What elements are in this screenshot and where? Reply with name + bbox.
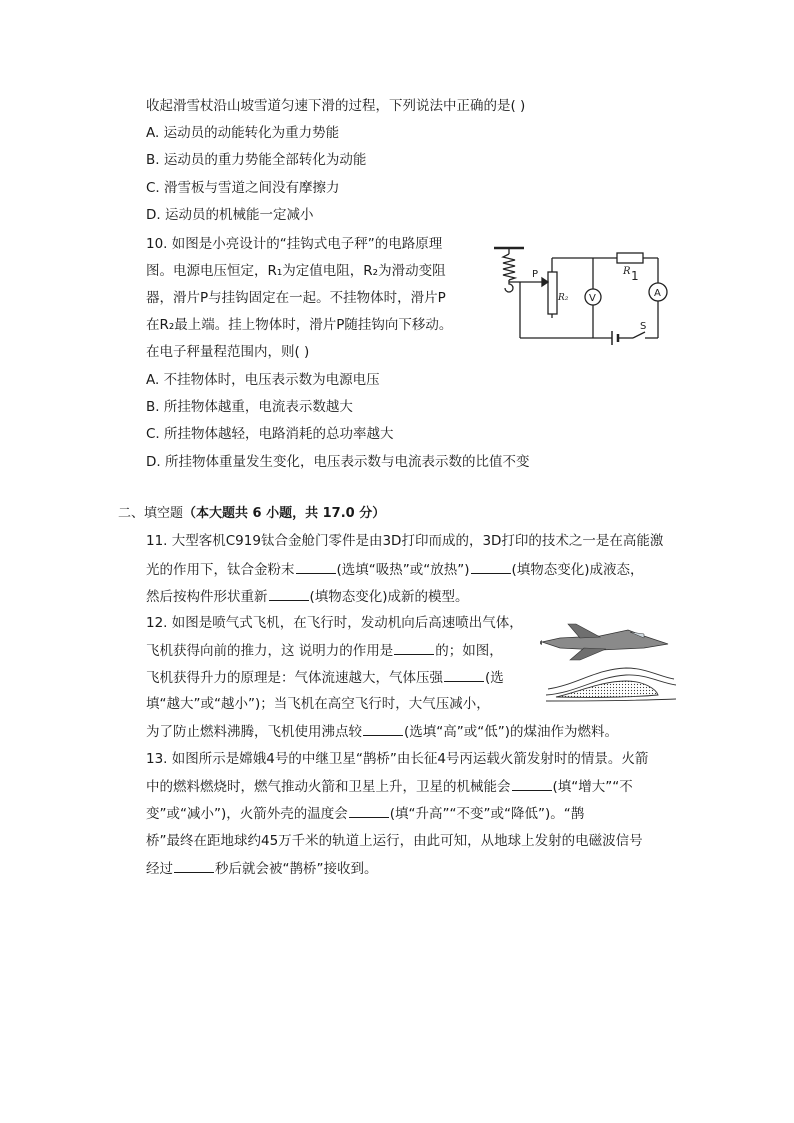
q12-text: (选 [485, 670, 504, 686]
q12-text: 飞机获得升力的原理是：气体流速越大，气体压强 [146, 670, 443, 686]
answer-blank[interactable] [444, 667, 484, 682]
label-p: P [532, 269, 539, 280]
section-note: （本大题共 6 小题，共 17.0 分） [183, 506, 386, 521]
q11-text: 光的作用下，钛合金粉末 [146, 562, 295, 578]
q11-text: (选填“吸热”或“放热”) [336, 562, 470, 578]
q13-text: (填“升高”“不变”或“降低”)。“鹊 [389, 806, 585, 822]
q11-text: (填物态变化)成新的模型。 [309, 589, 469, 605]
q12-text: 的；如图， [435, 643, 503, 659]
q10-option-a: A. 不挂物体时，电压表示数为电源电压 [146, 372, 380, 388]
q12-text: 为了防止燃料沸腾，飞机使用沸点较 [146, 724, 362, 740]
q13-text: (填“增大”“不 [552, 779, 633, 795]
answer-blank[interactable] [394, 640, 434, 655]
answer-blank[interactable] [296, 559, 336, 574]
q9-stem: 收起滑雪杖沿山坡雪道匀速下滑的过程，下列说法中正确的是( ) [146, 98, 526, 114]
answer-blank[interactable] [363, 721, 403, 736]
q9-option-c: C. 滑雪板与雪道之间没有摩擦力 [146, 180, 340, 196]
q10-stem-line2: 图。电源电压恒定，R₁为定值电阻，R₂为滑动变阻 [146, 263, 446, 279]
label-r1-sub: 1 [631, 269, 639, 283]
q13-text: 经过 [146, 861, 173, 877]
q12-line3 [146, 667, 504, 688]
ammeter-label: A [654, 288, 661, 299]
q10-option-c: C. 所挂物体越轻，电路消耗的总功率越大 [146, 426, 394, 442]
q13-line3 [146, 803, 584, 824]
q13-line4: 桥”最终在距地球约45万千米的轨道上运行，由此可知，从地球上发射的电磁波信号 [146, 833, 643, 849]
q12-text: 飞机获得向前的推力，这 说明力的作用是 [146, 643, 394, 659]
q9-option-b: B. 运动员的重力势能全部转化为动能 [146, 152, 367, 168]
q10-stem-line4: 在R₂最上端。挂上物体时，滑片P随挂钩向下移动。 [146, 317, 453, 333]
section-header [118, 504, 385, 524]
wing-airflow-diagram [546, 665, 676, 705]
q12-text: (选填“高”或“低”)的煤油作为燃料。 [404, 724, 619, 740]
answer-blank[interactable] [174, 858, 214, 873]
q12-line2 [146, 640, 503, 661]
q10-option-b: B. 所挂物体越重，电流表示数越大 [146, 399, 353, 415]
q10-stem-line1: 10. 如图是小亮设计的“挂钩式电子秤”的电路原理 [146, 236, 443, 252]
voltmeter-label: V [589, 293, 596, 304]
q11-line1: 11. 大型客机C919钛合金舱门零件是由3D打印而成的，3D打印的技术之一是在高能激 [146, 533, 664, 549]
q11-text: (填物态变化)成液态， [511, 562, 644, 578]
answer-blank[interactable] [471, 559, 511, 574]
q13-line5 [146, 858, 378, 879]
q11-line3 [146, 586, 469, 607]
q11-text: 然后按构件形状重新 [146, 589, 268, 605]
q10-stem-line3: 器，滑片P与挂钩固定在一起。不挂物体时，滑片P [146, 290, 446, 306]
q12-line4: 填“越大”或“越小”)；当飞机在高空飞行时，大气压减小， [146, 696, 490, 712]
q13-line1: 13. 如图所示是嫦娥4号的中继卫星“鹊桥”由长征4号丙运载火箭发射时的情景。火箭 [146, 751, 649, 767]
q10-stem-line5: 在电子秤量程范围内，则( ) [146, 344, 310, 360]
label-r2: R₂ [558, 293, 569, 303]
q12-line1: 12. 如图是喷气式飞机，在飞行时，发动机向后高速喷出气体， [146, 615, 523, 631]
q13-text: 秒后就会被“鹊桥”接收到。 [215, 861, 378, 877]
q13-text: 中的燃料燃烧时，燃气推动火箭和卫星上升，卫星的机械能会 [146, 779, 511, 795]
answer-blank[interactable] [512, 776, 552, 791]
q11-line2 [146, 559, 644, 580]
q9-option-d: D. 运动员的机械能一定减小 [146, 207, 314, 223]
circuit-diagram [490, 238, 680, 348]
switch-label: S [640, 321, 647, 332]
jet-plane-illustration [540, 620, 674, 664]
q9-option-a: A. 运动员的动能转化为重力势能 [146, 125, 340, 141]
q12-line5 [146, 721, 618, 742]
label-r1: R [623, 266, 631, 277]
q13-text: 变”或“减小”)，火箭外壳的温度会 [146, 806, 348, 822]
q10-option-d: D. 所挂物体重量发生变化，电压表示数与电流表示数的比值不变 [146, 454, 530, 470]
answer-blank[interactable] [269, 586, 309, 601]
q13-line2 [146, 776, 633, 797]
section-title: 二、填空题 [118, 506, 184, 521]
answer-blank[interactable] [349, 803, 389, 818]
